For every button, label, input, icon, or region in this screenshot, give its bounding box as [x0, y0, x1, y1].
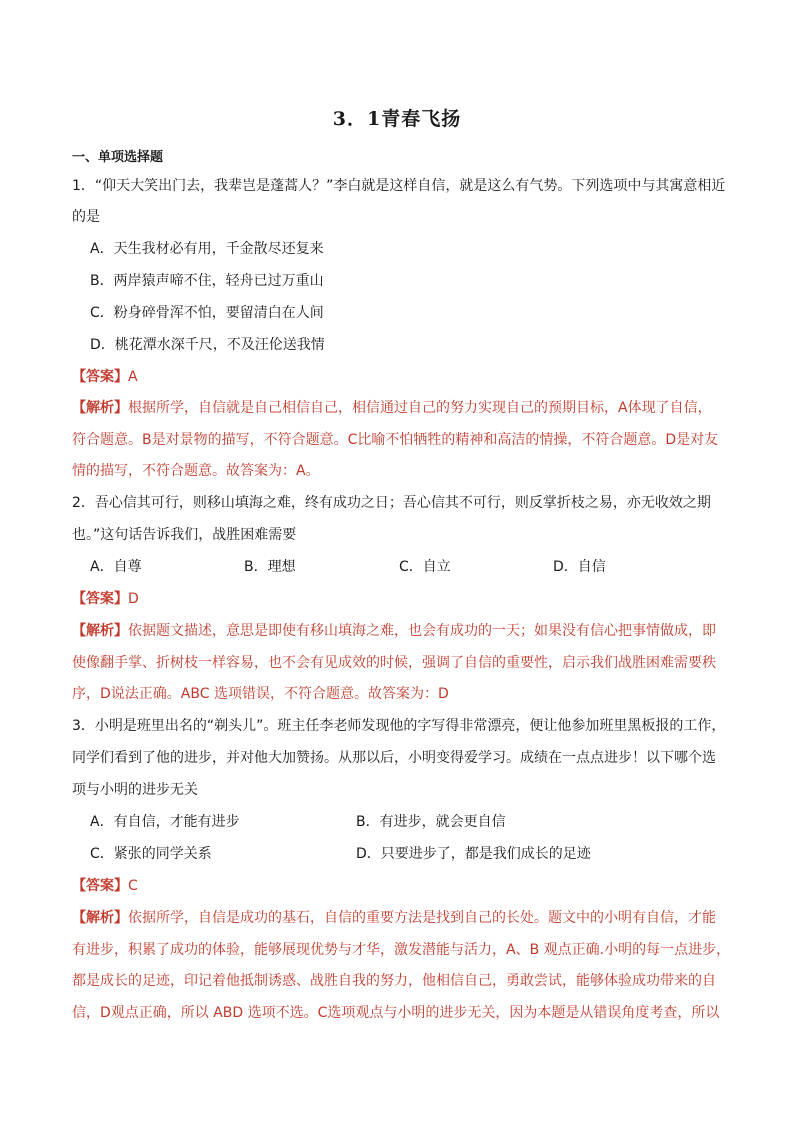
q3-option-c: C．紧张的同学关系	[90, 846, 212, 862]
answer-value: A	[128, 369, 138, 385]
analysis-tag: 【解析】	[72, 910, 128, 926]
q1-stem-line2: 的是	[72, 209, 100, 225]
q2-answer	[72, 589, 139, 609]
q1-analysis-line2: 符合题意。B是对景物的描写，不符合题意。C比喻不怕牺牲的精神和高洁的情操，不符合题意。D是对友	[72, 432, 719, 448]
answer-tag: 【答案】	[72, 369, 128, 385]
q1-analysis-line1	[72, 398, 712, 418]
q3-analysis-line4: 信，D观点正确，所以 ABD 选项不选。C选项观点与小明的进步无关，因为本题是从错误角度考查，所以	[72, 1005, 720, 1021]
q1-option-a: A．天生我材必有用，千金散尽还复来	[90, 241, 324, 257]
q2-option-c: C．自立	[399, 559, 451, 575]
q3-answer	[72, 876, 138, 896]
q1-option-d: D．桃花潭水深千尺，不及汪伦送我情	[90, 337, 325, 353]
q2-stem-line2: 也。”这句话告诉我们，战胜困难需要	[72, 527, 297, 543]
q3-stem-line1: 3．小明是班里出名的“剃头儿”。班主任李老师发现他的字写得非常漂亮，便让他参加班里黑板报的工作，	[72, 718, 726, 734]
q2-option-d: D．自信	[553, 559, 606, 575]
answer-tag: 【答案】	[72, 591, 128, 607]
analysis-text: 根据所学，自信就是自己相信自己，相信通过自己的努力实现自己的预期目标，A体现了自信，	[128, 400, 712, 416]
q2-analysis-line2: 使像翻手掌、折树枝一样容易，也不会有见成效的时候，强调了自信的重要性，启示我们战胜困难需要秩	[72, 655, 716, 671]
q3-option-a: A．有自信，才能有进步	[90, 814, 240, 830]
analysis-text: 依据所学，自信是成功的基石，自信的重要方法是找到自己的长处。题文中的小明有自信，才能	[128, 910, 716, 926]
q2-stem-line1: 2．吾心信其可行，则移山填海之难，终有成功之日；吾心信其不可行，则反掌折枝之易，亦无收效之期	[72, 495, 711, 511]
q3-stem-line2: 同学们看到了他的进步，并对他大加赞扬。从那以后，小明变得爱学习。成绩在一点点进步！以下哪个选	[72, 750, 716, 766]
page-title: 3．1青春飞扬	[332, 108, 462, 130]
q3-option-d: D．只要进步了，都是我们成长的足迹	[356, 846, 591, 862]
q2-analysis-line1	[72, 621, 716, 641]
answer-value: D	[128, 591, 139, 607]
q1-stem-line1: 1．“仰天大笑出门去，我辈岂是蓬蒿人？”李白就是这样自信，就是这么有气势。下列选项中与其寓意相近	[72, 178, 726, 194]
q2-option-a: A．自尊	[90, 559, 142, 575]
q1-option-c: C．粉身碎骨浑不怕，要留清白在人间	[90, 305, 324, 321]
q1-analysis-line3: 情的描写，不符合题意。故答案为：A。	[72, 463, 320, 479]
section-heading: 一、单项选择题	[72, 150, 164, 165]
q3-analysis-line3: 都是成长的足迹，印记着他抵制诱惑、战胜自我的努力，他相信自己，勇敢尝试，能够体验成功带来的自	[72, 973, 716, 989]
q2-option-b: B．理想	[244, 559, 296, 575]
q1-option-b: B．两岸猿声啼不住，轻舟已过万重山	[90, 273, 324, 289]
analysis-tag: 【解析】	[72, 400, 128, 416]
answer-tag: 【答案】	[72, 878, 128, 894]
analysis-tag: 【解析】	[72, 623, 128, 639]
q3-analysis-line2: 有进步，积累了成功的体验，能够展现优势与才华，激发潜能与活力，A、B 观点正确.小明的每一点进步，	[72, 942, 731, 958]
q3-stem-line3: 项与小明的进步无关	[72, 782, 198, 798]
q3-option-b: B．有进步，就会更自信	[356, 814, 506, 830]
q2-analysis-line3: 序，D说法正确。ABC 选项错误，不符合题意。故答案为：D	[72, 686, 449, 702]
q1-answer	[72, 367, 138, 387]
answer-value: C	[128, 878, 138, 894]
analysis-text: 依据题文描述，意思是即使有移山填海之难，也会有成功的一天；如果没有信心把事情做成，即	[128, 623, 716, 639]
q3-analysis-line1	[72, 908, 716, 928]
